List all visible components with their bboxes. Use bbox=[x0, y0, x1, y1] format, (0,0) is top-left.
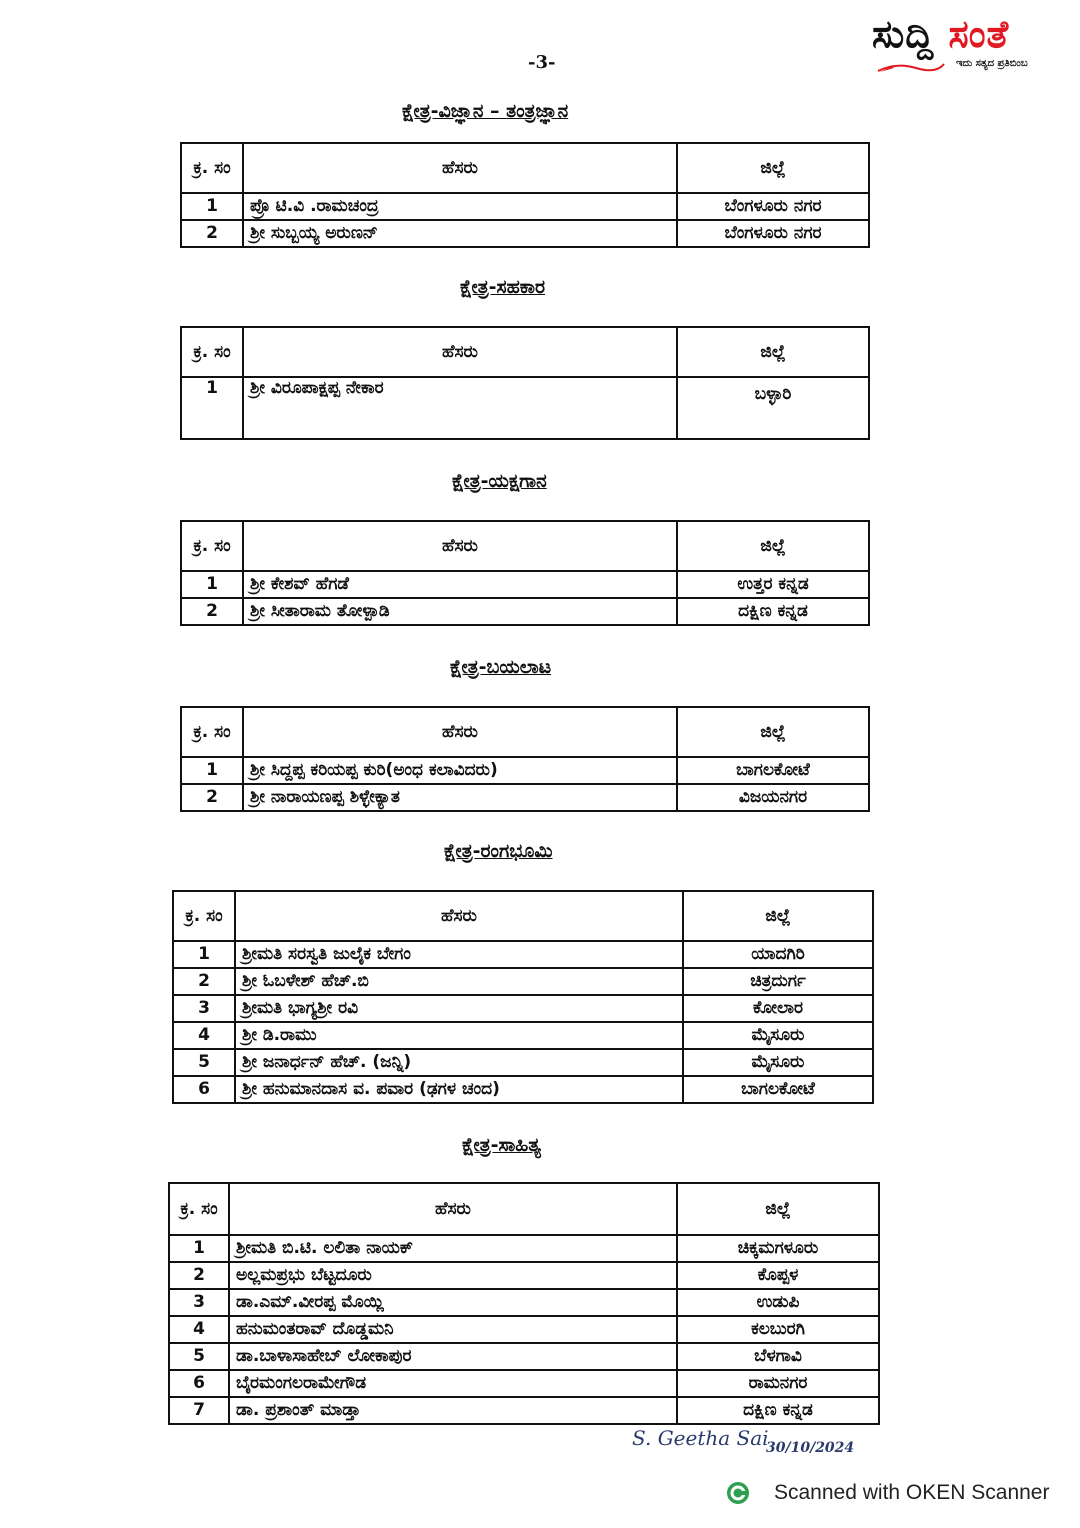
table-row bbox=[173, 995, 873, 1022]
header-sno: ಕ್ರ. ಸಂ bbox=[173, 891, 235, 941]
cell-sno: 1 bbox=[181, 757, 243, 784]
table-row bbox=[181, 377, 869, 439]
cell-district: ಉಡುಪಿ bbox=[677, 1289, 879, 1316]
cell-sno: 3 bbox=[169, 1289, 229, 1316]
section-title: ಕ್ಷೇತ್ರ-ಸಹಕಾರ bbox=[460, 276, 546, 298]
signature: S. Geetha Sai bbox=[632, 1426, 769, 1450]
cell-district: ಬೆಳಗಾವಿ bbox=[677, 1343, 879, 1370]
cell-name: ಶ್ರೀ ಸುಬ್ಬಯ್ಯ ಅರುಣನ್ bbox=[243, 220, 677, 247]
cell-name: ಬೈರಮಂಗಲರಾಮೇಗೌಡ bbox=[229, 1370, 677, 1397]
cell-district: ಬಾಗಲಕೋಟೆ bbox=[677, 757, 869, 784]
cell-district: ಮೈಸೂರು bbox=[683, 1049, 873, 1076]
cell-sno: 3 bbox=[173, 995, 235, 1022]
cell-district: ಮೈಸೂರು bbox=[683, 1022, 873, 1049]
cell-name: ಶ್ರೀಮತಿ ಸರಸ್ವತಿ ಜುಲೈಕ ಬೇಗಂ bbox=[235, 941, 683, 968]
scanner-watermark bbox=[726, 1478, 1049, 1508]
table-row bbox=[169, 1262, 879, 1289]
cell-district: ಕೊಪ್ಪಳ bbox=[677, 1262, 879, 1289]
cell-district: ಚಿಕ್ಕಮಗಳೂರು bbox=[677, 1235, 879, 1262]
table-row bbox=[169, 1397, 879, 1424]
table-row bbox=[173, 1076, 873, 1103]
cell-district: ಯಾದಗಿರಿ bbox=[683, 941, 873, 968]
section-title: ಕ್ಷೇತ್ರ-ರಂಗಭೂಮಿ bbox=[444, 840, 553, 862]
cell-district: ಬಳ್ಳಾರಿ bbox=[677, 377, 869, 439]
awardee-table bbox=[180, 142, 870, 248]
header-district: ಜಿಲ್ಲೆ bbox=[683, 891, 873, 941]
cell-name: ಶ್ರೀ ನಾರಾಯಣಪ್ಪ ಶಿಳ್ಳೇಕ್ಯಾತ bbox=[243, 784, 677, 811]
cell-name: ಶ್ರೀ ಸಿದ್ದಪ್ಪ ಕರಿಯಪ್ಪ ಕುರಿ(ಅಂಧ ಕಲಾವಿದರು) bbox=[243, 757, 677, 784]
brand-logo bbox=[872, 12, 1072, 72]
cell-sno: 1 bbox=[181, 571, 243, 598]
cell-district: ಬೆಂಗಳೂರು ನಗರ bbox=[677, 220, 869, 247]
table-header-row bbox=[181, 143, 869, 193]
section-title: ಕ್ಷೇತ್ರ-ಬಯಲಾಟ bbox=[450, 656, 552, 678]
cell-name: ಶ್ರೀ ಕೇಶವ್ ಹೆಗಡೆ bbox=[243, 571, 677, 598]
cell-district: ದಕ್ಷಿಣ ಕನ್ನಡ bbox=[677, 598, 869, 625]
cell-sno: 5 bbox=[173, 1049, 235, 1076]
signature-date: 30/10/2024 bbox=[766, 1440, 855, 1456]
cell-name: ಶ್ರೀಮತಿ ಬಿ.ಟಿ. ಲಲಿತಾ ನಾಯಕ್ bbox=[229, 1235, 677, 1262]
table-header-row bbox=[181, 521, 869, 571]
table-row bbox=[173, 1049, 873, 1076]
header-name: ಹೆಸರು bbox=[229, 1183, 677, 1235]
table-row bbox=[181, 598, 869, 625]
cell-sno: 6 bbox=[169, 1370, 229, 1397]
cell-sno: 1 bbox=[169, 1235, 229, 1262]
awardee-table bbox=[172, 890, 874, 1104]
cell-sno: 4 bbox=[169, 1316, 229, 1343]
header-name: ಹೆಸರು bbox=[243, 707, 677, 757]
cell-sno: 2 bbox=[169, 1262, 229, 1289]
scanner-text: Scanned with OKEN Scanner bbox=[774, 1481, 1050, 1504]
cell-name: ಶ್ರೀ ವಿರೂಪಾಕ್ಷಪ್ಪ ನೇಕಾರ bbox=[243, 377, 677, 439]
cell-name: ಶ್ರೀ ಹನುಮಾನದಾಸ ವ. ಪವಾರ (ಢಗಳ ಚಂದ) bbox=[235, 1076, 683, 1103]
cell-district: ದಕ್ಷಿಣ ಕನ್ನಡ bbox=[677, 1397, 879, 1424]
table-row bbox=[181, 757, 869, 784]
cell-district: ಬೆಂಗಳೂರು ನಗರ bbox=[677, 193, 869, 220]
cell-name: ಡಾ.ಬಾಳಾಸಾಹೇಬ್ ಲೋಕಾಪುರ bbox=[229, 1343, 677, 1370]
cell-sno: 2 bbox=[181, 220, 243, 247]
page-number: -3- bbox=[528, 52, 556, 73]
cell-sno: 1 bbox=[181, 193, 243, 220]
header-district: ಜಿಲ್ಲೆ bbox=[677, 327, 869, 377]
cell-name: ಪ್ರೊ ಟಿ.ವಿ .ರಾಮಚಂದ್ರ bbox=[243, 193, 677, 220]
cell-sno: 1 bbox=[173, 941, 235, 968]
cell-sno: 2 bbox=[173, 968, 235, 995]
header-sno: ಕ್ರ. ಸಂ bbox=[181, 327, 243, 377]
table-row bbox=[181, 220, 869, 247]
cell-name: ಶ್ರೀ ಡಿ.ರಾಮು bbox=[235, 1022, 683, 1049]
section-title: ಕ್ಷೇತ್ರ-ಯಕ್ಷಗಾನ bbox=[452, 470, 547, 492]
table-row bbox=[169, 1289, 879, 1316]
table-row bbox=[181, 193, 869, 220]
cell-district: ಕಲಬುರಗಿ bbox=[677, 1316, 879, 1343]
cell-sno: 6 bbox=[173, 1076, 235, 1103]
cell-name: ಡಾ. ಪ್ರಶಾಂತ್ ಮಾಡ್ತಾ bbox=[229, 1397, 677, 1424]
cell-name: ಹನುಮಂತರಾವ್ ದೊಡ್ಡಮನಿ bbox=[229, 1316, 677, 1343]
header-sno: ಕ್ರ. ಸಂ bbox=[169, 1183, 229, 1235]
header-name: ಹೆಸರು bbox=[235, 891, 683, 941]
cell-sno: 1 bbox=[181, 377, 243, 439]
cell-district: ಉತ್ತರ ಕನ್ನಡ bbox=[677, 571, 869, 598]
table-row bbox=[181, 571, 869, 598]
header-district: ಜಿಲ್ಲೆ bbox=[677, 521, 869, 571]
cell-district: ಕೋಲಾರ bbox=[683, 995, 873, 1022]
table-header-row bbox=[181, 327, 869, 377]
cell-sno: 7 bbox=[169, 1397, 229, 1424]
table-header-row bbox=[173, 891, 873, 941]
table-row bbox=[173, 941, 873, 968]
table-row bbox=[173, 968, 873, 995]
awardee-table bbox=[180, 520, 870, 626]
header-name: ಹೆಸರು bbox=[243, 521, 677, 571]
cell-sno: 2 bbox=[181, 784, 243, 811]
cell-name: ಶ್ರೀ ಸೀತಾರಾಮ ತೋಳ್ಪಾಡಿ bbox=[243, 598, 677, 625]
cell-name: ಶ್ರೀಮತಿ ಭಾಗ್ಯಶ್ರೀ ರವಿ bbox=[235, 995, 683, 1022]
cell-sno: 5 bbox=[169, 1343, 229, 1370]
table-row bbox=[169, 1343, 879, 1370]
header-district: ಜಿಲ್ಲೆ bbox=[677, 1183, 879, 1235]
header-name: ಹೆಸರು bbox=[243, 143, 677, 193]
header-district: ಜಿಲ್ಲೆ bbox=[677, 707, 869, 757]
header-sno: ಕ್ರ. ಸಂ bbox=[181, 707, 243, 757]
cell-district: ಚಿತ್ರದುರ್ಗ bbox=[683, 968, 873, 995]
pen-icon bbox=[876, 60, 946, 74]
logo-tagline: ಇದು ಸತ್ಯದ ಪ್ರತಿಬಿಂಬ bbox=[956, 58, 1028, 69]
header-sno: ಕ್ರ. ಸಂ bbox=[181, 143, 243, 193]
table-row bbox=[169, 1316, 879, 1343]
oken-scanner-icon bbox=[726, 1481, 750, 1505]
section-title: ಕ್ಷೇತ್ರ-ಸಾಹಿತ್ಯ bbox=[462, 1134, 542, 1156]
awardee-table bbox=[180, 326, 870, 440]
logo-wordmark: ಸುದ್ದಿ ಸಂತೆ bbox=[872, 12, 1010, 56]
header-sno: ಕ್ರ. ಸಂ bbox=[181, 521, 243, 571]
section-title: ಕ್ಷೇತ್ರ-ವಿಜ್ಞಾನ – ತಂತ್ರಜ್ಞಾನ bbox=[402, 100, 569, 122]
cell-name: ಡಾ.ಎಮ್.ವೀರಪ್ಪ ಮೊಯ್ಲಿ bbox=[229, 1289, 677, 1316]
cell-district: ಬಾಗಲಕೋಟೆ bbox=[683, 1076, 873, 1103]
table-row bbox=[169, 1370, 879, 1397]
table-row bbox=[169, 1235, 879, 1262]
cell-sno: 2 bbox=[181, 598, 243, 625]
cell-sno: 4 bbox=[173, 1022, 235, 1049]
header-name: ಹೆಸರು bbox=[243, 327, 677, 377]
cell-name: ಶ್ರೀ ಓಬಳೇಶ್ ಹೆಚ್.ಬಿ bbox=[235, 968, 683, 995]
table-row bbox=[173, 1022, 873, 1049]
table-header-row bbox=[181, 707, 869, 757]
awardee-table bbox=[180, 706, 870, 812]
table-row bbox=[181, 784, 869, 811]
cell-name: ಅಲ್ಲಮಪ್ರಭು ಬೆಟ್ಟದೂರು bbox=[229, 1262, 677, 1289]
header-district: ಜಿಲ್ಲೆ bbox=[677, 143, 869, 193]
cell-name: ಶ್ರೀ ಜನಾರ್ಧನ್ ಹೆಚ್. (ಜನ್ನಿ) bbox=[235, 1049, 683, 1076]
awardee-table bbox=[168, 1182, 880, 1425]
table-header-row bbox=[169, 1183, 879, 1235]
cell-district: ವಿಜಯನಗರ bbox=[677, 784, 869, 811]
cell-district: ರಾಮನಗರ bbox=[677, 1370, 879, 1397]
